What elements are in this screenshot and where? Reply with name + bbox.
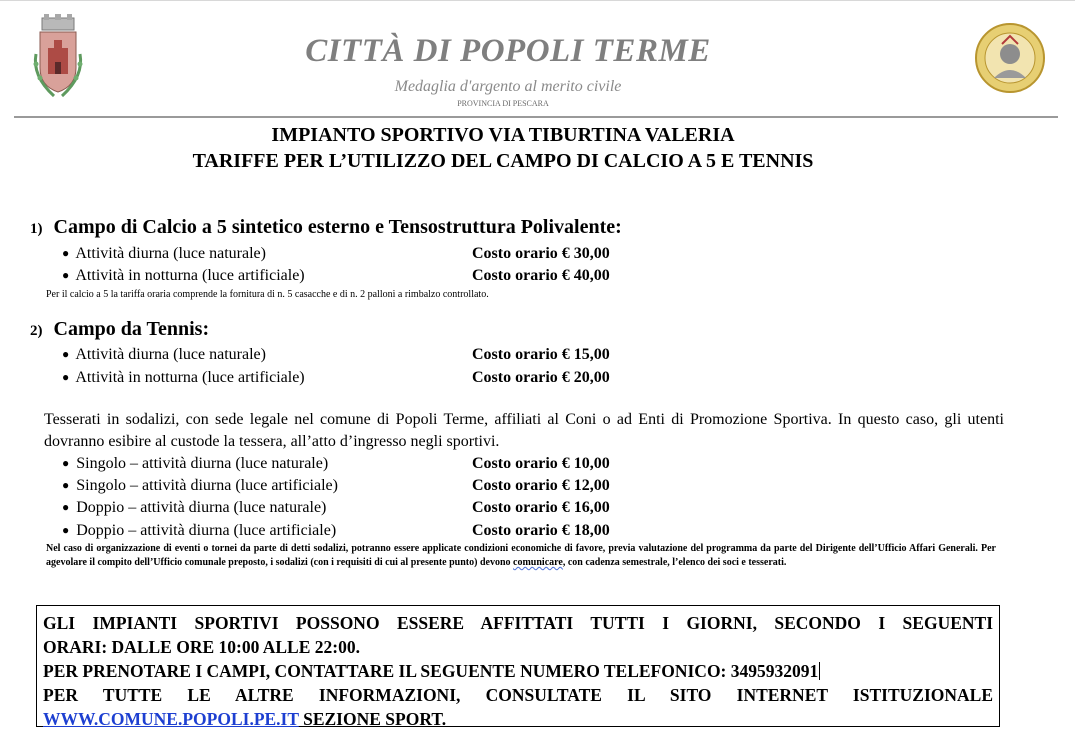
item-cost: Costo orario € 16,00 [472,499,610,516]
list-item [62,244,266,264]
list-item [62,368,305,388]
province-label: PROVINCIA DI PESCARA [457,99,549,108]
section-1-heading [30,216,622,239]
website-link[interactable]: WWW.COMUNE.POPOLI.PE.IT [43,709,299,729]
item-label: Attività diurna (luce naturale) [75,346,266,363]
item-label: Attività in notturna (luce artificiale) [75,267,305,284]
item-cost: Costo orario € 10,00 [472,455,610,472]
notice-line-4: PER TUTTE LE ALTRE INFORMAZIONI, CONSULTATE IL SITO INTERNET ISTITUZIONALE [43,685,993,705]
notice-line-1: GLI IMPIANTI SPORTIVI POSSONO ESSERE AFFITTATI TUTTI I GIORNI, SECONDO I SEGUENTI [43,613,993,633]
members-fine-note [46,542,996,570]
item-cost: Costo orario € 30,00 [472,245,610,262]
bullet-dot-icon: ● [62,268,70,282]
section-2-number: 2) [30,323,43,339]
city-title: CITTÀ DI POPOLI TERME [305,33,711,69]
section-2-title: Campo da Tennis: [53,318,210,340]
item-label: Attività diurna (luce naturale) [75,245,266,262]
header-divider [14,116,1058,118]
item-label: Doppio – attività diurna (luce naturale) [76,499,327,516]
item-label: Attività in notturna (luce artificiale) [75,369,305,386]
fine-note-text-end: , con cadenza semestrale, l’elenco dei soci e tesserati. [562,557,787,568]
medal-subtitle: Medaglia d'argento al merito civile [394,78,622,95]
notice-line-3 [43,659,993,683]
notice-line-5 [43,707,993,731]
notice-link-suffix: SEZIONE SPORT. [298,709,447,729]
notice-box [36,605,1000,727]
item-label: Singolo – attività diurna (luce naturale) [76,455,329,472]
bullet-dot-icon: ● [62,500,70,514]
item-cost: Costo orario € 20,00 [472,369,610,386]
item-cost: Costo orario € 18,00 [472,522,610,539]
section-1-note: Per il calcio a 5 la tariffa oraria comprende la fornitura di n. 5 casacche e di n. 2 palloni a rimbalzo controllato. [46,289,489,300]
item-cost: Costo orario € 15,00 [472,346,610,363]
bullet-dot-icon: ● [62,347,70,361]
list-item [62,345,266,365]
item-cost: Costo orario € 12,00 [472,477,610,494]
list-item [62,498,326,518]
text-cursor [819,662,820,680]
bullet-dot-icon: ● [62,370,70,384]
item-label: Singolo – attività diurna (luce artificiale) [76,477,338,494]
item-label: Doppio – attività diurna (luce artificiale) [76,522,337,539]
document-title-line-2: TARIFFE PER L’UTILIZZO DEL CAMPO DI CALCIO A 5 E TENNIS [192,150,814,172]
spellcheck-word: comunicare [513,557,563,568]
bullet-dot-icon: ● [62,456,70,470]
notice-line-2: ORARI: DALLE ORE 10:00 ALLE 22:00. [43,637,360,657]
item-cost: Costo orario € 40,00 [472,267,610,284]
list-item [62,266,305,286]
bullet-dot-icon: ● [62,246,70,260]
bullet-dot-icon: ● [62,478,70,492]
top-border [0,0,1075,1]
list-item [62,521,336,541]
list-item [62,476,338,496]
list-item [62,454,328,474]
members-intro: Tesserati in sodalizi, con sede legale nel comune di Popoli Terme, affiliati al Coni o ad Enti di Promozione Sportiva. In questo caso, gli utenti dovranno esibire al custode la tessera, all’atto d’ingresso negli sportivi. [44,411,1004,450]
notice-phone-text: PER PRENOTARE I CAMPI, CONTATTARE IL SEGUENTE NUMERO TELEFONICO: 3495932091 [43,661,819,681]
document-title-line-1: IMPIANTO SPORTIVO VIA TIBURTINA VALERIA [271,124,735,146]
section-2-heading [30,318,209,341]
bullet-dot-icon: ● [62,523,70,537]
section-1-number: 1) [30,221,43,237]
fine-note-text: Nel caso di organizzazione di eventi o tornei da parte di detti sodalizi, potranno essere applicate condizioni economiche di favore, previa valutazione del programma da parte del Dirigente dell’Ufficio Affari Generali. Per agevolare il compito dell’Ufficio comunale preposto, i sodalizi (con i requisiti di cui al presente punto) devono [46,543,996,568]
section-1-title: Campo di Calcio a 5 sintetico esterno e Tensostruttura Polivalente: [53,216,622,238]
